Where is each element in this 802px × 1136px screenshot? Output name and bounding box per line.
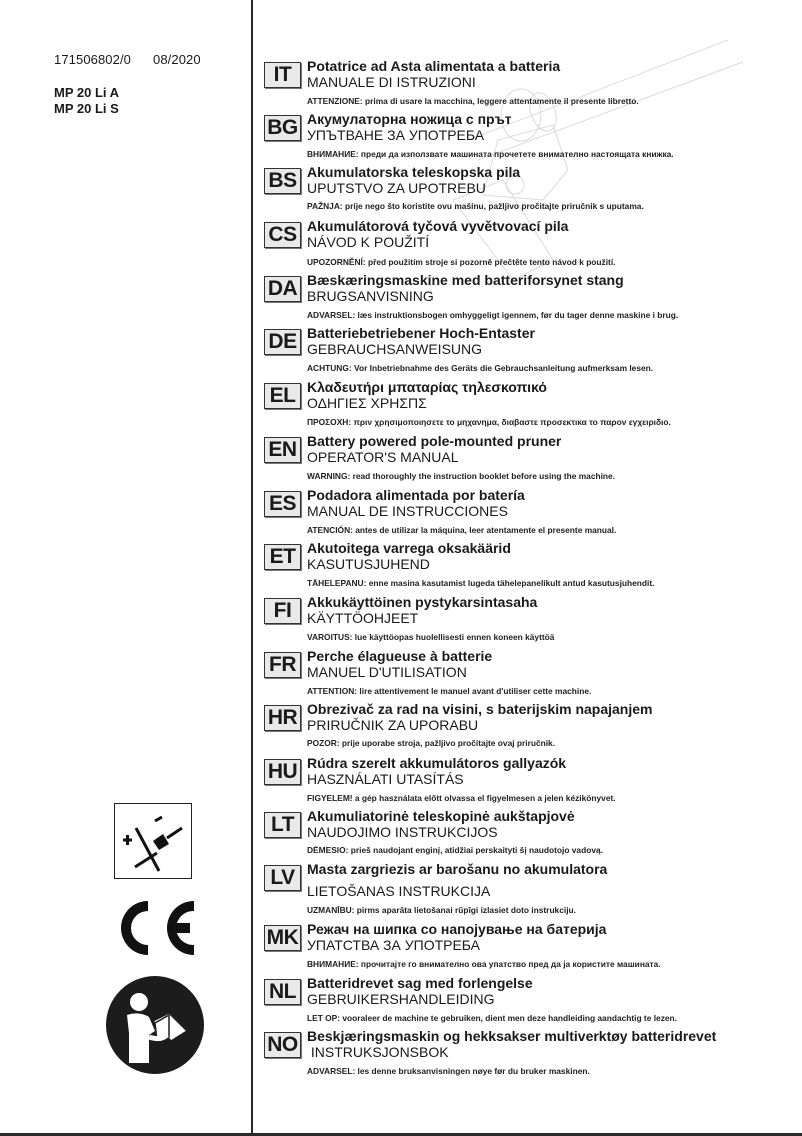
product-title: Akkukäyttöinen pystykarsintasaha [307,594,538,610]
product-title: Akumuliatorinė teleskopinė aukštapjovė [307,808,575,824]
warning-text: POZOR: prije uporabe stroja, pažljivo pročitajte ovaj priručnik. [307,738,556,748]
manual-title: LIETOŠANAS INSTRUKCIJA [307,883,491,899]
warning-text: TÄHELEPANU: enne masina kasutamist lugeda tähelepanelikult antud kasutusjuhendit. [307,578,655,588]
language-code-badge: LV [264,865,301,891]
product-title: Режач на шипка со напојување на батерија [307,921,607,937]
ce-mark-icon [108,895,200,961]
product-title: Podadora alimentada por batería [307,487,525,503]
language-code-badge: ES [264,491,301,517]
language-code-badge: ET [264,544,301,570]
manual-title: MANUAL DE INSTRUCCIONES [307,503,508,519]
manual-title: NÁVOD K POUŽITÍ [307,234,430,250]
product-title: Rúdra szerelt akkumulátoros gallyazók [307,755,567,771]
battery-polarity-icon [114,803,192,879]
manual-title: KÄYTTÖOHJEET [307,610,419,626]
product-title: Perche élagueuse à batterie [307,648,493,664]
product-title: Bæskæringsmaskine med batteriforsynet stang [307,272,624,288]
left-panel [0,0,252,1136]
manual-title: HASZNÁLATI UTASÍTÁS [307,771,464,787]
manual-title: PRIRUČNIK ZA UPORABU [307,717,479,733]
language-code-badge: NO [264,1032,301,1058]
manual-title: ΟΔΗΓΙΕΣ ΧΡΗΣΠΣ [307,395,427,411]
manual-title: BRUGSANVISNING [307,288,434,304]
manual-title: OPERATOR'S MANUAL [307,449,459,465]
language-code-badge: MK [264,925,301,951]
manual-title: GEBRUIKERSHANDLEIDING [307,991,495,1007]
warning-text: ВНИМАНИЕ: преди да използвате машината прочетете внимателно настоящата книжка. [307,149,674,159]
warning-text: LET OP: vooraleer de machine te gebruiken, dient men deze handleiding aandachtig te lezen. [307,1013,677,1023]
manual-title: MANUEL D'UTILISATION [307,664,467,680]
warning-text: UZMANĪBU: pirms aparāta lietošanai rūpīgi izlasiet doto instrukciju. [307,905,576,915]
language-code-badge: BG [264,115,301,141]
warning-text: VAROITUS: lue käyttöopas huolellisesti ennen koneen käyttöä [307,632,555,642]
language-code-badge: NL [264,979,301,1005]
warning-text: ATTENTION: lire attentivement le manuel avant d'utiliser cette machine. [307,686,592,696]
product-title: Akumulatorska teleskopska pila [307,164,521,180]
product-title: Potatrice ad Asta alimentata a batteria [307,58,561,74]
manual-title: GEBRAUCHSANWEISUNG [307,341,483,357]
warning-text: ACHTUNG: Vor Inbetriebnahme des Geräts die Gebrauchsanleitung aufmerksam lesen. [307,363,654,373]
language-index [253,0,802,1133]
warning-text: UPOZORNĚNÍ: před použitím stroje si pozorně přečtěte tento návod k použití. [307,257,616,267]
product-title: Obrezivač za rad na visini, s baterijskim napajanjem [307,701,653,717]
warning-text: DĖMESIO: prieš naudojant enginį, atidžiai perskaityti šį naudotojo vadovą. [307,845,603,855]
language-code-badge: EN [264,437,301,463]
read-manual-icon [105,975,205,1075]
language-code-badge: EL [264,383,301,409]
model-list [54,85,119,117]
product-title: Akutoitega varrega oksakäärid [307,540,511,556]
product-title: Акумулаторна ножица с прът [307,111,512,127]
product-title: Akumulátorová tyčová vyvětvovací pila [307,218,569,234]
product-title: Κλαδευτήρι μπαταρίας τηλεσκοπικό [307,379,547,395]
document-number-line [54,52,223,67]
model-name: MP 20 Li S [54,101,119,116]
product-title: Masta zargriezis ar barošanu no akumulatora [307,861,608,877]
product-title: Batteriebetriebener Hoch-Entaster [307,325,535,341]
warning-text: ATTENZIONE: prima di usare la macchina, leggere attentamente il presente libretto. [307,96,639,106]
manual-title: УПЪТВАНЕ ЗА УПОТРЕБА [307,127,485,143]
document-number: 171506802/0 [54,52,132,67]
warning-text: PAŽNJA: prije nego što koristite ovu mašinu, pažljivo pročitajte priručnik s uputama. [307,201,644,211]
language-code-badge: FI [264,598,301,624]
language-code-badge: IT [264,62,301,88]
language-code-badge: HU [264,759,301,785]
language-code-badge: FR [264,652,301,678]
language-code-badge: CS [264,222,301,248]
product-title: Beskjæringsmaskin og hekksakser multiverktøy batteridrevet [307,1028,717,1044]
language-code-badge: HR [264,705,301,731]
warning-text: ВНИМАНИЕ: прочитајте го внимателно ова упатство пред да ја користите машината. [307,959,661,969]
manual-title: MANUALE DI ISTRUZIONI [307,74,476,90]
manual-title: KASUTUSJUHEND [307,556,430,572]
product-title: Battery powered pole-mounted pruner [307,433,562,449]
document-date: 08/2020 [153,52,201,67]
language-code-badge: DA [264,276,301,302]
manual-title: NAUDOJIMO INSTRUKCIJOS [307,824,498,840]
manual-title: UPUTSTVO ZA UPOTREBU [307,180,486,196]
warning-text: FIGYELEM! a gép használata előtt olvassa el figyelmesen a jelen kézikönyvet. [307,793,616,803]
product-title: Batteridrevet sag med forlengelse [307,975,533,991]
warning-text: WARNING: read thoroughly the instruction booklet before using the machine. [307,471,616,481]
manual-title: INSTRUKSJONSBOK [307,1044,449,1060]
language-code-badge: LT [264,812,301,838]
language-code-badge: BS [264,168,301,194]
model-name: MP 20 Li A [54,85,120,100]
warning-text: ATENCIÓN: antes de utilizar la máquina, leer atentamente el presente manual. [307,525,617,535]
warning-text: ADVARSEL: læs instruktionsbogen omhyggeligt igennem, før du tager denne maskine i brug. [307,310,679,320]
warning-text: ΠΡΟΣΟΧΗ: πριν χρησιμοποιησετε το μηχανημα, διαβαστε προσεκτικα το παρον εγχειριδιο. [307,417,671,427]
manual-title: УПАТСТВА ЗА УПОТРЕБА [307,937,481,953]
warning-text: ADVARSEL: les denne bruksanvisningen nøye før du bruker maskinen. [307,1066,590,1076]
language-code-badge: DE [264,329,301,355]
